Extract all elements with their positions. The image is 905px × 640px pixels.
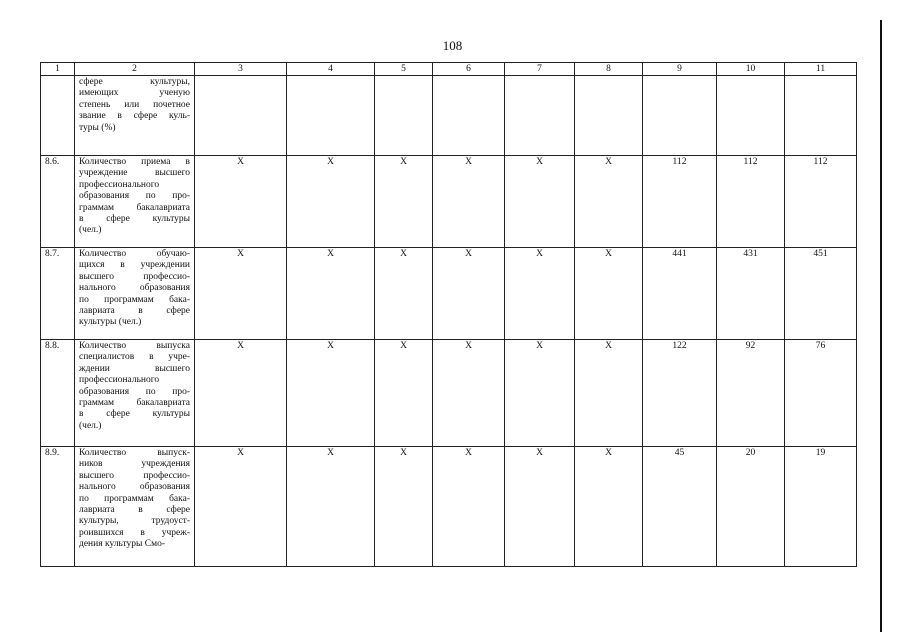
description-line: специалистов в учре-	[79, 352, 190, 363]
description-line: в сфере культуры	[79, 409, 190, 420]
description-line: Количество выпуск-	[79, 448, 190, 458]
header-cell: 10	[717, 63, 785, 76]
mark-cell: Х	[505, 340, 575, 447]
value-cell: 76	[785, 340, 857, 447]
description-line: в сфере культуры	[79, 214, 190, 225]
header-cell: 3	[195, 63, 287, 76]
description-line: имеющих ученую	[79, 88, 190, 99]
value-cell: 45	[643, 447, 717, 567]
mark-cell: Х	[575, 156, 643, 248]
header-cell: 9	[643, 63, 717, 76]
mark-cell: Х	[433, 156, 505, 248]
table-row	[41, 156, 857, 248]
description-line: Количество обучаю-	[79, 249, 190, 259]
header-cell: 8	[575, 63, 643, 76]
row-number: 8.7.	[41, 248, 75, 340]
mark-cell: Х	[195, 447, 287, 567]
indicator-description	[75, 340, 195, 447]
mark-cell	[375, 76, 433, 156]
description-line: Количество приема в	[79, 157, 190, 167]
mark-cell: Х	[433, 340, 505, 447]
value-cell	[717, 76, 785, 156]
value-cell: 441	[643, 248, 717, 340]
header-cell: 7	[505, 63, 575, 76]
mark-cell: Х	[375, 156, 433, 248]
description-line: сфере культуры,	[79, 77, 190, 87]
mark-cell	[287, 76, 375, 156]
description-line: дения культуры Смо-	[79, 539, 166, 550]
data-table	[40, 62, 857, 567]
description-line: граммам бакалавриата	[79, 202, 190, 213]
description-line: туры (%)	[79, 122, 116, 133]
mark-cell: Х	[433, 447, 505, 567]
header-cell: 1	[41, 63, 75, 76]
mark-cell: Х	[195, 156, 287, 248]
row-number: 8.8.	[41, 340, 75, 447]
mark-cell	[575, 76, 643, 156]
description-line: профессионального	[79, 375, 160, 386]
value-cell: 122	[643, 340, 717, 447]
value-cell: 112	[643, 156, 717, 248]
mark-cell	[195, 76, 287, 156]
description-line: культуры, трудоуст-	[79, 516, 190, 527]
table-row	[41, 340, 857, 447]
description-line: образования по про-	[79, 386, 190, 397]
mark-cell: Х	[287, 340, 375, 447]
description-line: высшего профессио-	[79, 470, 190, 481]
value-cell: 112	[717, 156, 785, 248]
indicator-description	[75, 248, 195, 340]
header-cell: 11	[785, 63, 857, 76]
description-line: (чел.)	[79, 225, 102, 236]
header-cell: 6	[433, 63, 505, 76]
header-cell: 2	[75, 63, 195, 76]
value-cell: 431	[717, 248, 785, 340]
description-line: по программам бака-	[79, 493, 190, 504]
description-line: степень или почетное	[79, 99, 190, 110]
mark-cell: Х	[375, 447, 433, 567]
mark-cell: Х	[575, 340, 643, 447]
description-line: лавриата в сфере	[79, 505, 190, 516]
mark-cell: Х	[375, 248, 433, 340]
description-line: (чел.)	[79, 420, 102, 431]
mark-cell: Х	[575, 447, 643, 567]
mark-cell: Х	[287, 156, 375, 248]
description-line: ников учреждения	[79, 459, 190, 470]
header-cell: 5	[375, 63, 433, 76]
description-line: роившихся в учреж-	[79, 527, 190, 538]
mark-cell	[505, 76, 575, 156]
description-line: звание в сфере куль-	[79, 111, 190, 122]
mark-cell: Х	[433, 248, 505, 340]
mark-cell: Х	[195, 340, 287, 447]
description-line: образования по про-	[79, 191, 190, 202]
description-line: ждении высшего	[79, 363, 190, 374]
row-number: 8.6.	[41, 156, 75, 248]
value-cell: 19	[785, 447, 857, 567]
value-cell: 92	[717, 340, 785, 447]
table-body	[41, 76, 857, 567]
description-line: лавриата в сфере	[79, 306, 190, 317]
mark-cell: Х	[287, 248, 375, 340]
table-row	[41, 248, 857, 340]
row-number	[41, 76, 75, 156]
indicator-description	[75, 447, 195, 567]
mark-cell: Х	[505, 156, 575, 248]
header-cell: 4	[287, 63, 375, 76]
mark-cell: Х	[575, 248, 643, 340]
mark-cell: Х	[375, 340, 433, 447]
description-line: нального образования	[79, 283, 190, 294]
value-cell	[643, 76, 717, 156]
page-number: 108	[442, 38, 463, 53]
mark-cell: Х	[505, 248, 575, 340]
value-cell: 112	[785, 156, 857, 248]
table-row	[41, 76, 857, 156]
description-line: нального образования	[79, 482, 190, 493]
description-line: высшего профессио-	[79, 271, 190, 282]
description-line: Количество выпуска	[79, 341, 190, 351]
header-row	[41, 63, 857, 76]
value-cell	[785, 76, 857, 156]
mark-cell: Х	[287, 447, 375, 567]
description-line: профессионального	[79, 179, 160, 190]
description-line: по программам бака-	[79, 294, 190, 305]
description-line: учреждение высшего	[79, 168, 190, 179]
description-line: граммам бакалавриата	[79, 398, 190, 409]
value-cell: 20	[717, 447, 785, 567]
indicator-description	[75, 156, 195, 248]
value-cell: 451	[785, 248, 857, 340]
mark-cell	[433, 76, 505, 156]
table-row	[41, 447, 857, 567]
mark-cell: Х	[505, 447, 575, 567]
description-line: щихся в учреждении	[79, 260, 190, 271]
margin-line	[880, 20, 882, 632]
row-number: 8.9.	[41, 447, 75, 567]
indicator-description	[75, 76, 195, 156]
description-line: культуры (чел.)	[79, 317, 142, 328]
mark-cell: Х	[195, 248, 287, 340]
